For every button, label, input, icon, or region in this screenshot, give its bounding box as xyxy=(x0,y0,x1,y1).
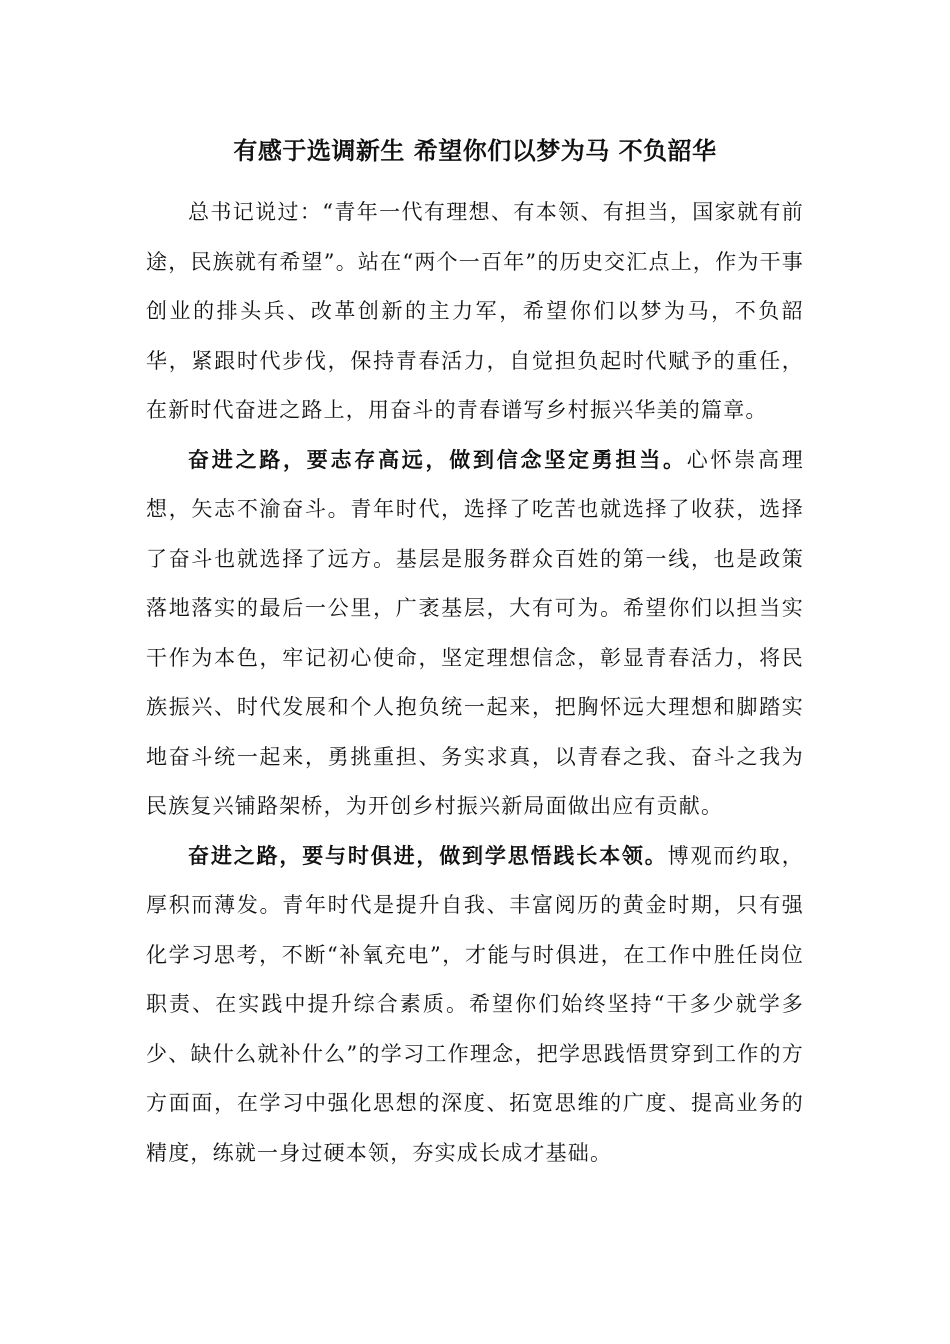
paragraph-lead: 奋进之路，要志存高远，做到信念坚定勇担当。 xyxy=(188,447,687,472)
paragraph-intro xyxy=(146,188,804,436)
paragraph-text: 总书记说过：“青年一代有理想、有本领、有担当，国家就有前途，民族就有希望”。站在“两个一百年”的历史交汇点上，作为干事创业的排头兵、改革创新的主力军，希望你们以梦为马，不负韶华，紧跟时代步伐，保持青春活力，自觉担负起时代赋予的重任，在新时代奋进之路上，用奋斗的青春谱写乡村振兴华美的篇章。 xyxy=(146,200,804,422)
paragraph-text: 博观而约取，厚积而薄发。青年时代是提升自我、丰富阅历的黄金时期，只有强化学习思考，不断“补氧充电”，才能与时俱进，在工作中胜任岗位职责、在实践中提升综合素质。希望你们始终坚持“干多少就学多少、缺什么就补什么”的学习工作理念，把学思践悟贯穿到工作的方方面面，在学习中强化思想的深度、拓宽思维的广度、提高业务的精度，练就一身过硬本领，夯实成长成才基础。 xyxy=(146,843,805,1165)
page-title: 有感于选调新生 希望你们以梦为马 不负韶华 xyxy=(233,137,717,165)
document-body xyxy=(146,188,804,1178)
paragraph-ambition xyxy=(146,436,804,832)
paragraph-learning xyxy=(146,832,804,1179)
paragraph-lead: 奋进之路，要与时俱进，做到学思悟践长本领。 xyxy=(188,843,668,868)
paragraph-text: 心怀崇高理想，矢志不渝奋斗。青年时代，选择了吃苦也就选择了收获，选择了奋斗也就选择了远方。基层是服务群众百姓的第一线，也是政策落地落实的最后一公里，广袤基层，大有可为。希望你们以担当实干作为本色，牢记初心使命，坚定理想信念，彰显青春活力，将民族振兴、时代发展和个人抱负统一起来，把胸怀远大理想和脚踏实地奋斗统一起来，勇挑重担、务实求真，以青春之我、奋斗之我为民族复兴铺路架桥，为开创乡村振兴新局面做出应有贡献。 xyxy=(146,447,805,818)
